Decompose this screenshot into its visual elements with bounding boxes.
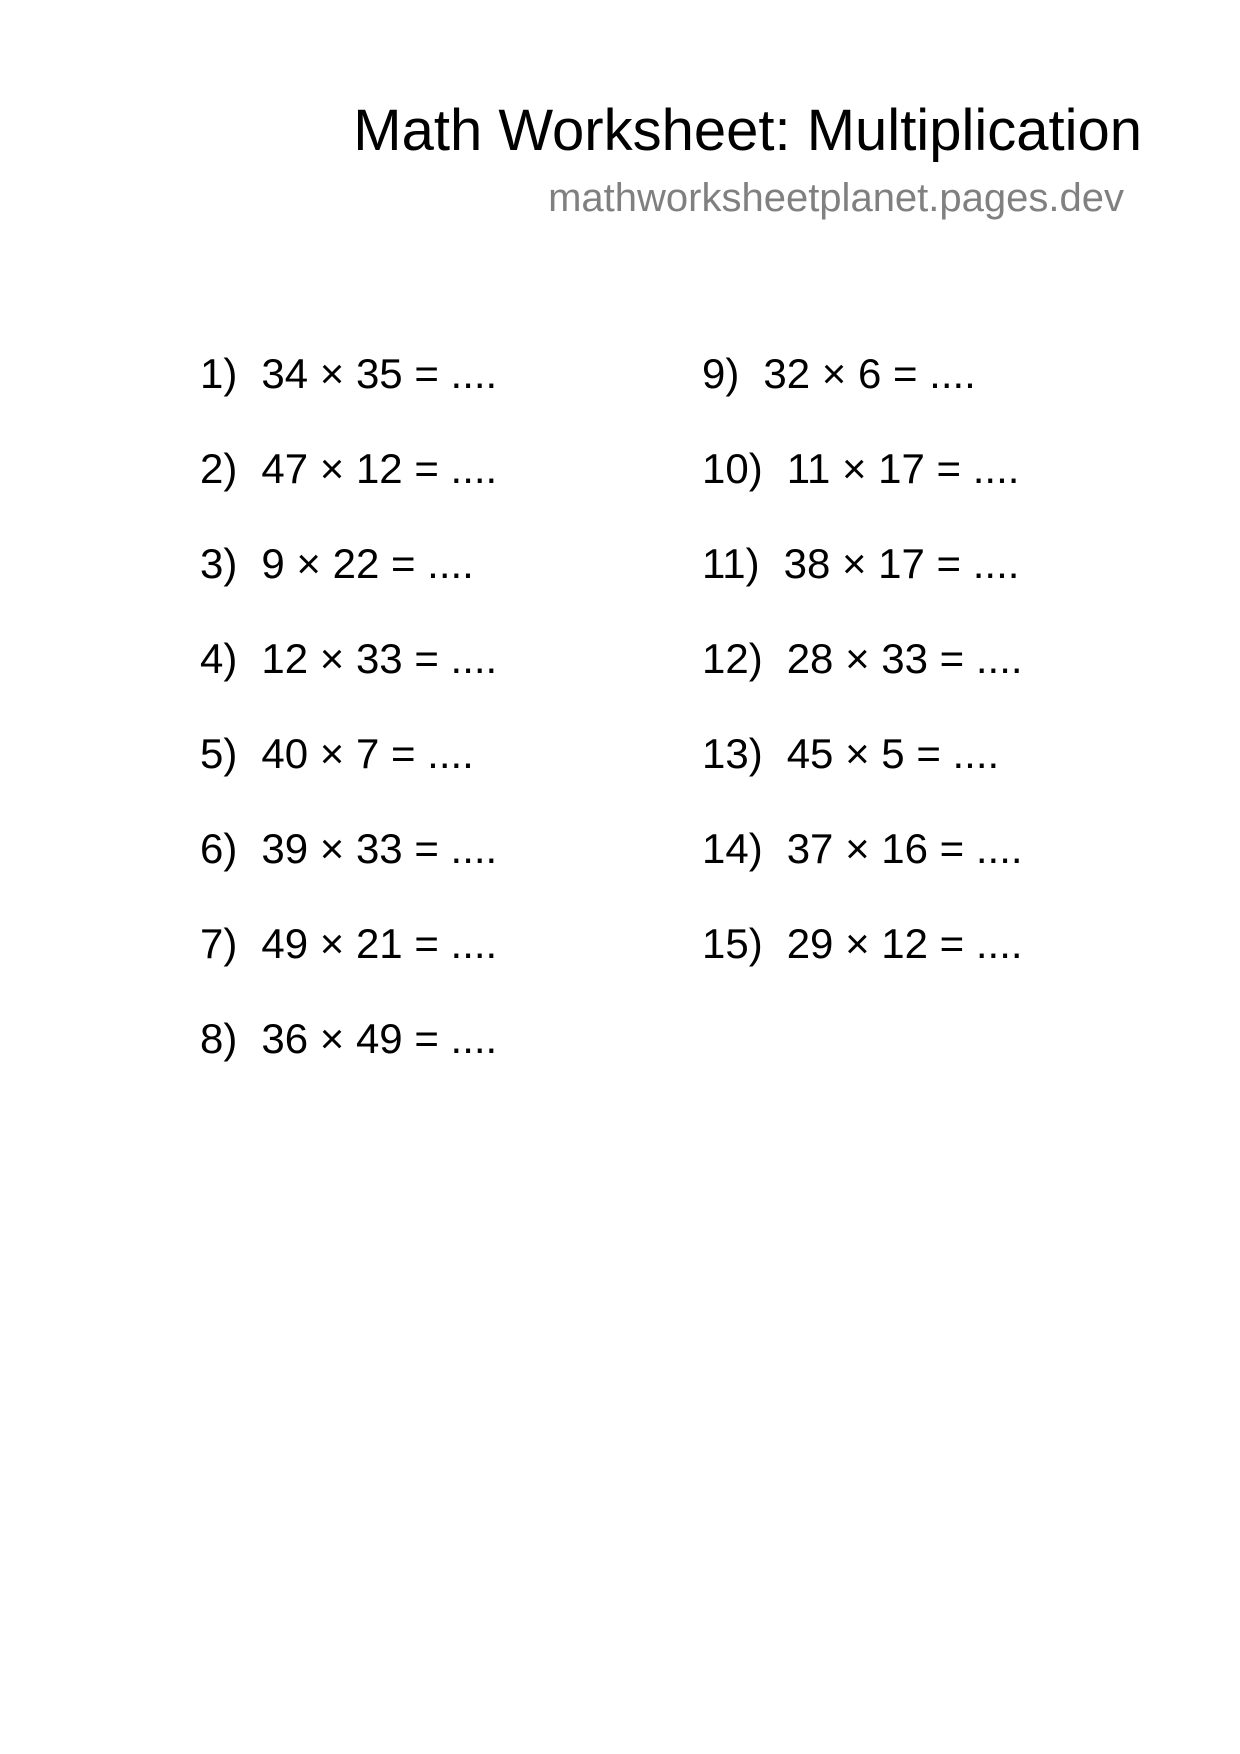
- problems-column-right: [702, 350, 1023, 1015]
- problem-expression: 9 × 22 = ....: [261, 540, 474, 587]
- problem-14: [702, 825, 1023, 920]
- problem-number: 12): [702, 635, 763, 682]
- problem-number: 14): [702, 825, 763, 872]
- problem-number: 3): [200, 540, 238, 587]
- problem-number: 5): [200, 730, 238, 777]
- problem-6: [200, 825, 497, 920]
- problem-expression: 36 × 49 = ....: [261, 1015, 498, 1062]
- problems-column-left: [200, 350, 497, 1110]
- site-url: mathworksheetplanet.pages.dev: [548, 175, 1124, 220]
- problem-3: [200, 540, 497, 635]
- problem-expression: 45 × 5 = ....: [786, 730, 1000, 777]
- problem-7: [200, 920, 497, 1015]
- problem-expression: 29 × 12 = ....: [786, 920, 1023, 967]
- problem-expression: 38 × 17 = ....: [783, 540, 1020, 587]
- problem-number: 1): [200, 350, 238, 397]
- problem-number: 9): [702, 350, 740, 397]
- problem-10: [702, 445, 1023, 540]
- problem-1: [200, 350, 497, 445]
- page-title: Math Worksheet: Multiplication: [353, 98, 1142, 163]
- problem-number: 2): [200, 445, 238, 492]
- problem-11: [702, 540, 1023, 635]
- problem-number: 4): [200, 635, 238, 682]
- problem-9: [702, 350, 1023, 445]
- problem-expression: 32 × 6 = ....: [763, 350, 976, 397]
- problem-number: 15): [702, 920, 763, 967]
- problem-expression: 49 × 21 = ....: [261, 920, 498, 967]
- worksheet-header: [353, 96, 1142, 222]
- problem-expression: 39 × 33 = ....: [261, 825, 498, 872]
- problem-13: [702, 730, 1023, 825]
- problem-expression: 28 × 33 = ....: [786, 635, 1023, 682]
- problem-15: [702, 920, 1023, 1015]
- problem-number: 7): [200, 920, 238, 967]
- problem-number: 8): [200, 1015, 238, 1062]
- problem-number: 10): [702, 445, 763, 492]
- problem-expression: 12 × 33 = ....: [261, 635, 498, 682]
- problem-expression: 37 × 16 = ....: [786, 825, 1023, 872]
- problem-expression: 34 × 35 = ....: [261, 350, 498, 397]
- problem-5: [200, 730, 497, 825]
- problem-expression: 40 × 7 = ....: [261, 730, 474, 777]
- problem-expression: 47 × 12 = ....: [261, 445, 498, 492]
- problem-4: [200, 635, 497, 730]
- problem-expression: 11 × 17 = ....: [786, 445, 1020, 492]
- problem-12: [702, 635, 1023, 730]
- problem-8: [200, 1015, 497, 1110]
- problem-number: 6): [200, 825, 238, 872]
- problem-2: [200, 445, 497, 540]
- problem-number: 11): [702, 540, 760, 587]
- problem-number: 13): [702, 730, 763, 777]
